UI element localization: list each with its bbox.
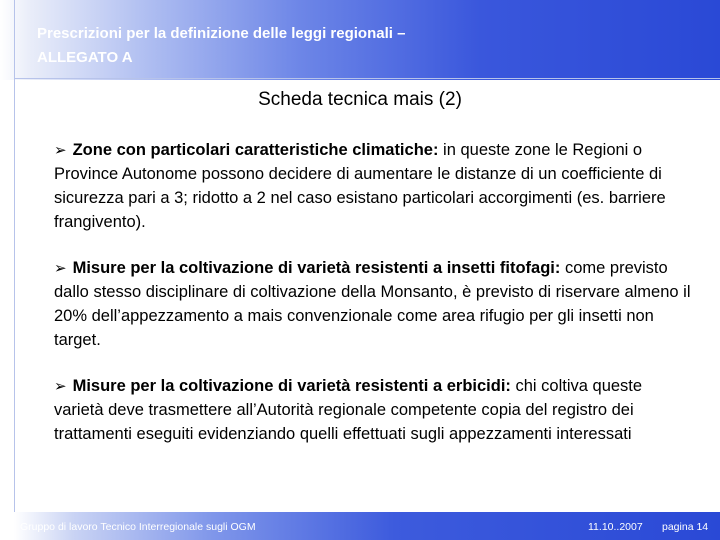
header-title-line2: ALLEGATO A [37, 49, 133, 66]
header-title-line1: Prescrizioni per la definizione delle leggi regionali – [37, 25, 406, 42]
bullet-item-climate-zones [54, 138, 694, 234]
footer-page-number: pagina 14 [662, 521, 709, 533]
slide-title-text: Scheda tecnica mais (2) [258, 89, 462, 110]
footer-organization: Gruppo di lavoro Tecnico Interregionale sugli OGM [20, 521, 256, 533]
arrow-bullet-icon: ➢ [54, 141, 67, 159]
bullet-item-insect-resistant [54, 256, 694, 352]
arrow-bullet-icon: ➢ [54, 259, 67, 277]
left-divider-line [14, 0, 15, 540]
bullet-body: in queste zone le Regioni o Province Autonome possono decidere di aumentare le distanze di un coefficiente di sicurezza pari a 3; ridotto a 2 nel caso esistano particolari accorgimenti (es. barriere frangivento). [54, 141, 666, 231]
footer-date: 11.10..2007 [588, 521, 643, 533]
bullet-lead: Misure per la coltivazione di varietà resistenti a erbicidi: [72, 377, 511, 395]
bullet-list [54, 138, 694, 446]
bullet-lead: Zone con particolari caratteristiche climatiche: [72, 141, 439, 159]
slide-footer [14, 512, 720, 540]
bullet-body: chi coltiva queste varietà deve trasmettere all’Autorità regionale competente copia del registro dei trattamenti eseguiti evidenziando quelli effettuati sugli appezzamenti interessati [54, 377, 643, 443]
bullet-body: come previsto dallo stesso disciplinare di coltivazione della Monsanto, è previsto di riservare almeno il 20% dell’appezzamento a mais convenzionale come area rifugio per gli insetti non target. [54, 259, 691, 349]
header-title [37, 22, 537, 70]
slide-title [0, 87, 720, 113]
bullet-lead: Misure per la coltivazione di varietà resistenti a insetti fitofagi: [72, 259, 561, 277]
bullet-item-herbicide-resistant [54, 374, 694, 446]
arrow-bullet-icon: ➢ [54, 377, 67, 395]
header-divider-line [14, 78, 720, 79]
slide-header [0, 0, 720, 80]
